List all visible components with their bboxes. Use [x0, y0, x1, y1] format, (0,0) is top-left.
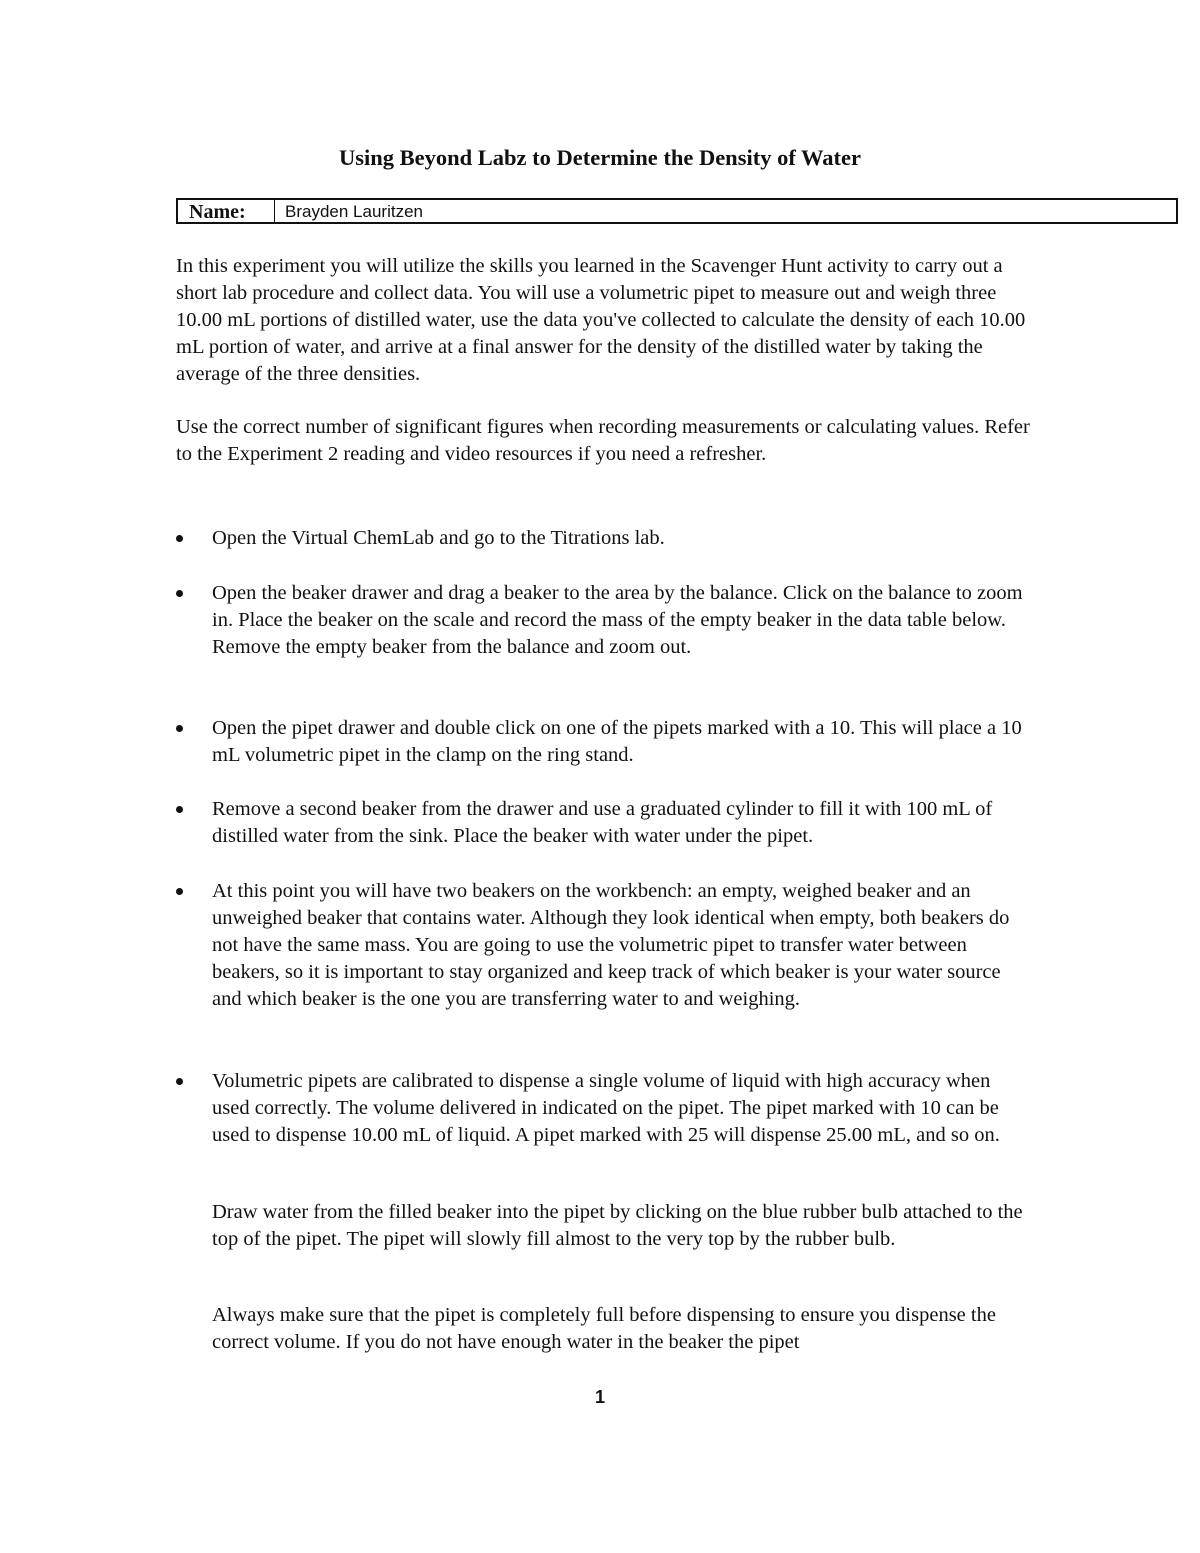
pipet-full-paragraph: Always make sure that the pipet is completely full before dispensing to ensure you dispense the correct volume. If you do not have enough water in the beaker the pipet	[212, 1304, 996, 1353]
list-item-text: Open the beaker drawer and drag a beaker to the area by the balance. Click on the balance to zoom in. Place the beaker on the scale and record the mass of the empty beaker in the data table below. Remove the empty beaker from the balance and zoom out.	[212, 582, 1023, 658]
sigfig-paragraph: Use the correct number of significant figures when recording measurements or calculating values. Refer to the Experiment 2 reading and video resources if you need a refresher.	[176, 416, 1030, 465]
list-item-text: Open the Virtual ChemLab and go to the Titrations lab.	[212, 527, 665, 549]
list-item-text: Open the pipet drawer and double click on one of the pipets marked with a 10. This will place a 10 mL volumetric pipet in the clamp on the ring stand.	[212, 717, 1022, 766]
page-number: 1	[594, 1387, 605, 1407]
list-item-text: Remove a second beaker from the drawer and use a graduated cylinder to fill it with 100 mL of distilled water from the sink. Place the beaker with water under the pipet.	[212, 798, 993, 847]
name-value: Brayden Lauritzen	[285, 202, 423, 221]
list-item-text: At this point you will have two beakers on the workbench: an empty, weighed beaker and an unweighed beaker that contains water. Although they look identical when empty, both beakers do not have the same mass. You are going to use the volumetric pipet to transfer water between beakers, so it is important to stay organized and keep track of which beaker is your water source and which beaker is the one you are transferring water to and weighing.	[212, 880, 1010, 1010]
pipet-fill-paragraph: Draw water from the filled beaker into the pipet by clicking on the blue rubber bulb attached to the top of the pipet. The pipet will slowly fill almost to the very top by the rubber bulb.	[212, 1201, 1023, 1250]
document-title: Using Beyond Labz to Determine the Density of Water	[338, 145, 862, 170]
name-label: Name:	[178, 200, 275, 222]
name-field-box	[176, 198, 1178, 224]
list-item-text: Volumetric pipets are calibrated to dispense a single volume of liquid with high accuracy when used correctly. The volume delivered in indicated on the pipet. The pipet marked with 10 can be used to dispense 10.00 mL of liquid. A pipet marked with 25 will dispense 25.00 mL, and so on.	[212, 1070, 1000, 1146]
intro-paragraph: In this experiment you will utilize the skills you learned in the Scavenger Hunt activity to carry out a short lab procedure and collect data. You will use a volumetric pipet to measure out and weigh three 10.00 mL portions of distilled water, use the data you've collected to calculate the density of each 10.00 mL portion of water, and arrive at a final answer for the density of the distilled water by taking the average of the three densities.	[176, 255, 1026, 385]
